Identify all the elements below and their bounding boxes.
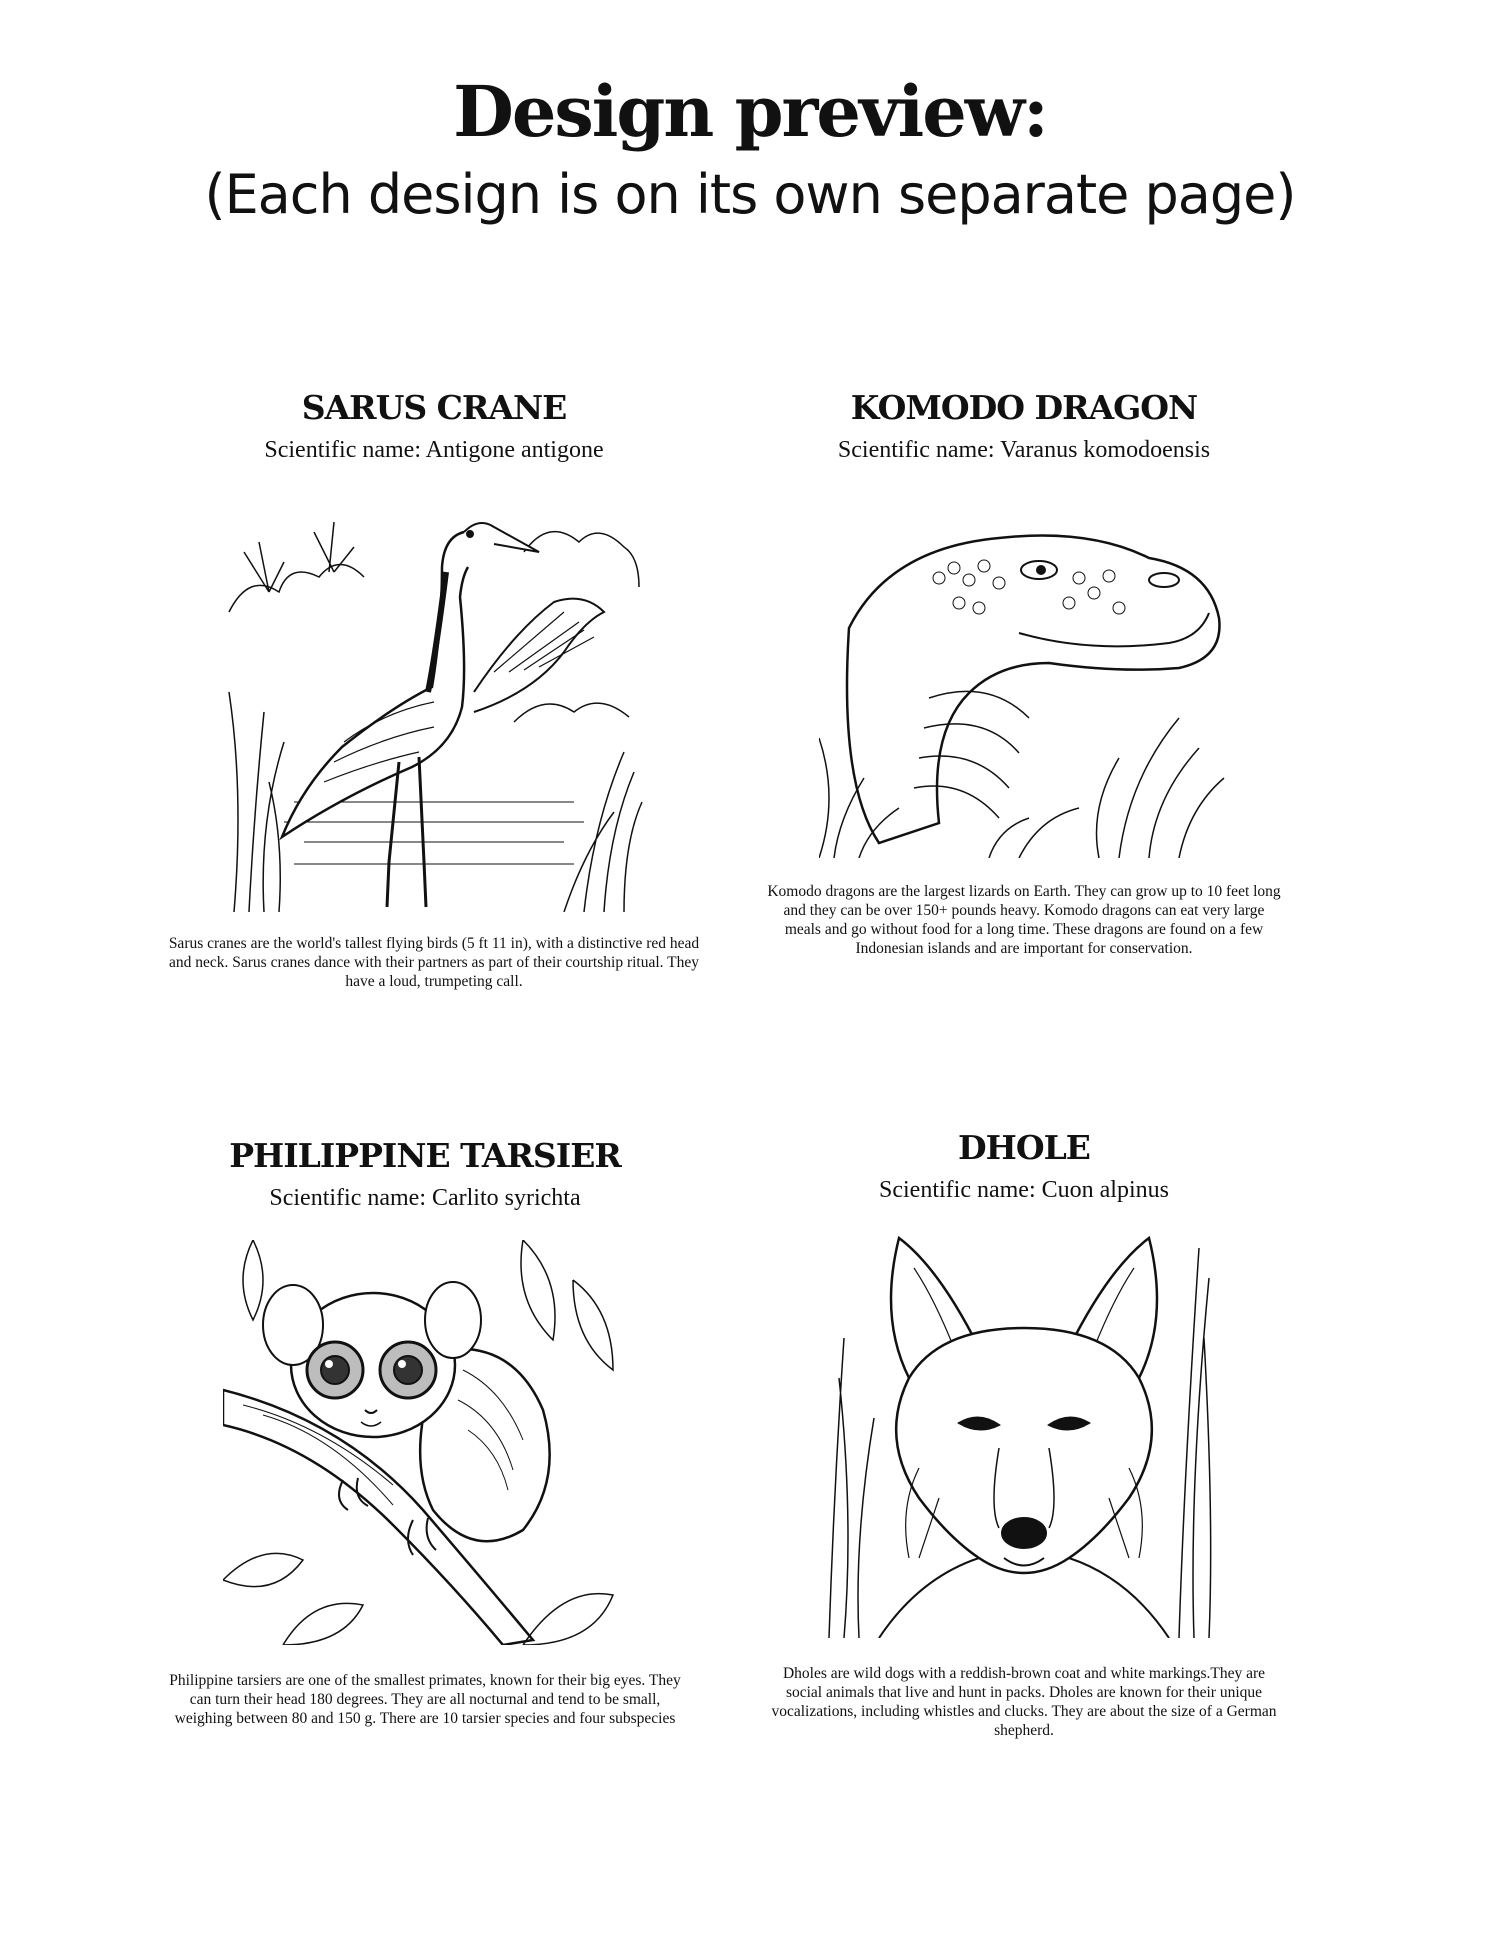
animal-name: PHILIPPINE TARSIER [229, 1136, 621, 1175]
scientific-name: Scientific name: Varanus komodoensis [837, 437, 1211, 463]
komodo-dragon-illustration [819, 508, 1229, 858]
philippine-tarsier-illustration [223, 1240, 628, 1645]
animal-description: Sarus cranes are the world's tallest flying birds (5 ft 11 in), with a distinctive red head and neck. Sarus cranes dance with their partners as part of their courtship ritual. They have a loud, trumpeting call. [168, 935, 700, 990]
card-sarus-crane [154, 386, 714, 991]
animal-description: Dholes are wild dogs with a reddish-brown coat and white markings.They are social animals that live and hunt in packs. Dholes are known for their unique vocalizations, including whistles and clucks. They are about the size of a German shepherd. [771, 1665, 1277, 1739]
card-komodo-dragon [744, 386, 1304, 958]
dhole-illustration [819, 1228, 1229, 1638]
animal-name: DHOLE [958, 1128, 1090, 1167]
animal-description: Philippine tarsiers are one of the smallest primates, known for their big eyes. They can turn their head 180 degrees. They are all nocturnal and tend to be small, weighing between 80 and 150 g. There are 10 tarsier species and four subspecies [169, 1672, 681, 1727]
scientific-name: Scientific name: Carlito syrichta [269, 1185, 581, 1211]
page-title: Design preview: [453, 70, 1047, 153]
card-philippine-tarsier [145, 1134, 705, 1728]
card-dhole [744, 1126, 1304, 1740]
animal-description: Komodo dragons are the largest lizards on Earth. They can grow up to 10 feet long and they can be over 150+ pounds heavy. Komodo dragons can eat very large meals and go without food for a long time. These dragons are found on a few Indonesian islands and are important for conservation. [767, 883, 1281, 957]
animal-name: SARUS CRANE [301, 388, 567, 427]
scientific-name: Scientific name: Cuon alpinus [879, 1177, 1169, 1203]
scientific-name: Scientific name: Antigone antigone [264, 437, 604, 463]
page-subtitle: (Each design is on its own separate page) [204, 163, 1296, 226]
animal-name: KOMODO DRAGON [850, 388, 1198, 427]
sarus-crane-illustration [224, 492, 644, 912]
